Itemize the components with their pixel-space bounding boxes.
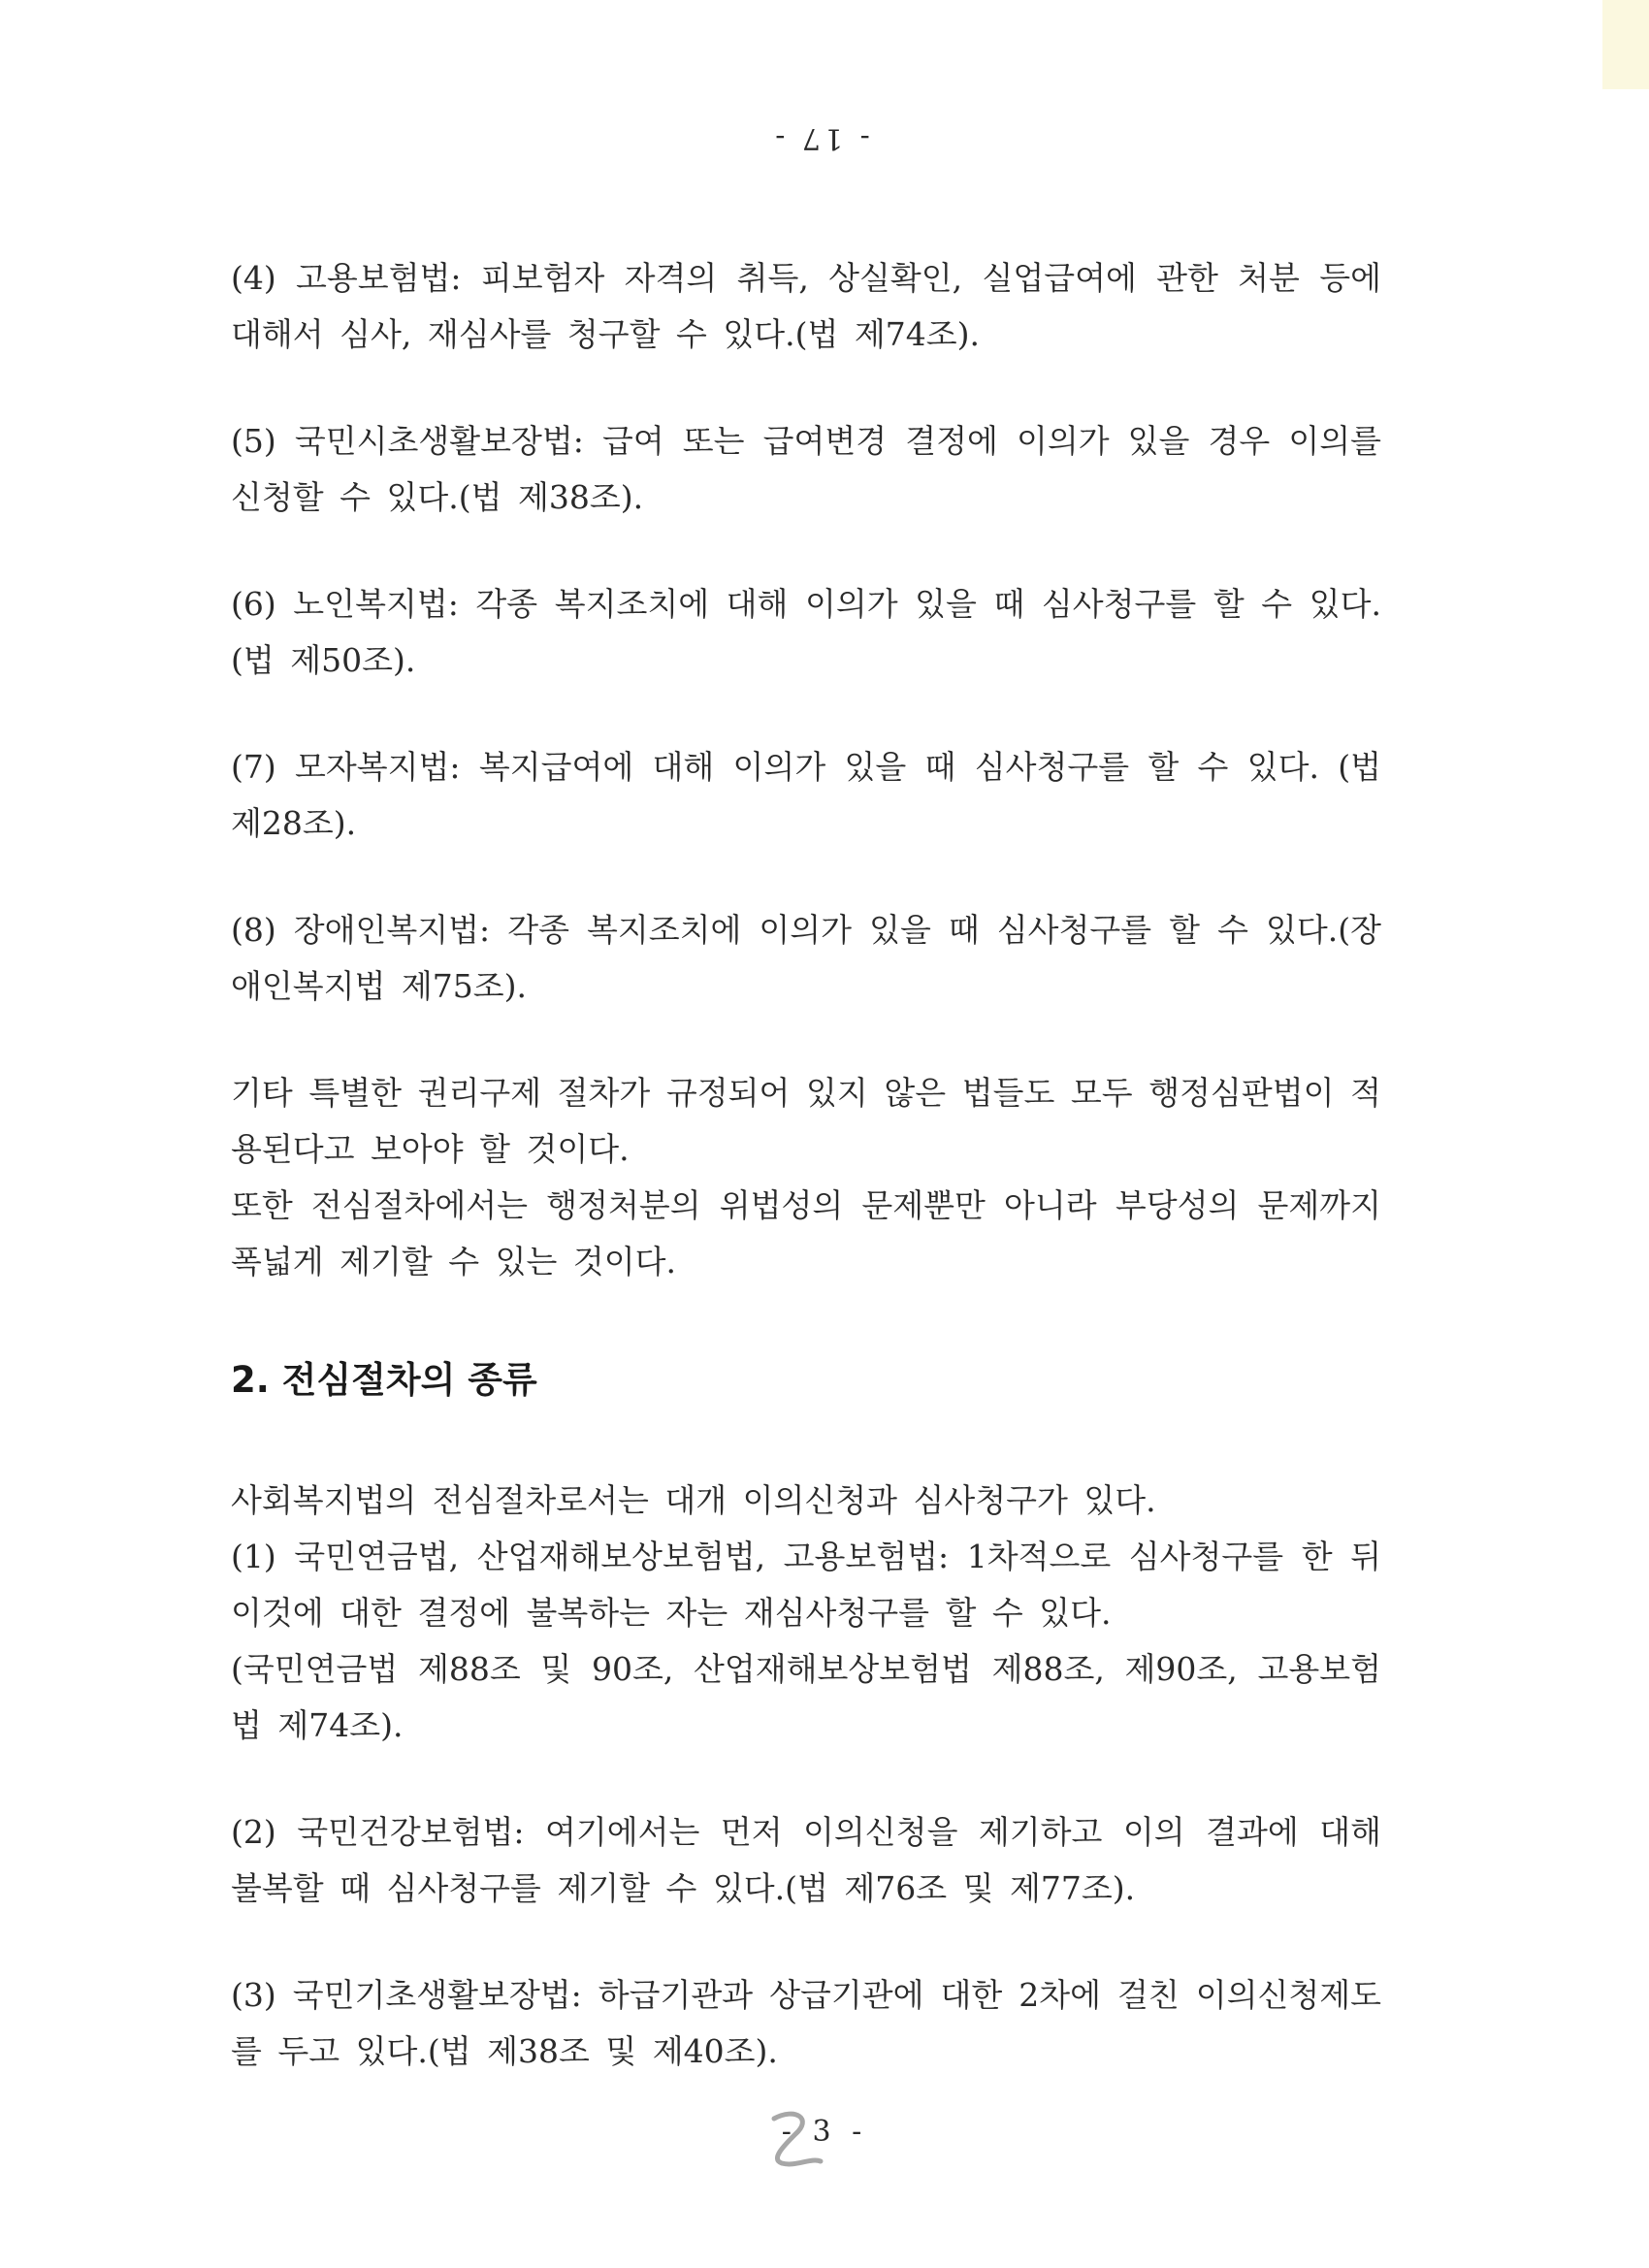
paragraph-item-8: (8) 장애인복지법: 각종 복지조치에 이의가 있을 때 심사청구를 할 수 있다.(장애인복지법 제75조). <box>231 911 1381 1005</box>
intro-paragraph: 사회복지법의 전심절차로서는 대개 이의신청과 심사청구가 있다. <box>231 1481 1156 1519</box>
paragraph-item-4: (4) 고용보험법: 피보험자 자격의 취득, 상실확인, 실업급여에 관한 처분 등에 대해서 심사, 재심사를 청구할 수 있다.(법 제74조). <box>231 259 1381 353</box>
paragraph-type-1: (1) 국민연금법, 산업재해보상보험법, 고용보험법: 1차적으로 심사청구를 한 뒤 이것에 대한 결정에 불복하는 자는 재심사청구를 할 수 있다. <box>231 1538 1381 1632</box>
bottom-page-number: - 3 - <box>781 2115 868 2149</box>
paragraph-type-2: (2) 국민건강보험법: 여기에서는 먼저 이의신청을 제기하고 이의 결과에 대해 불복할 때 심사청구를 제기할 수 있다.(법 제76조 및 제77조). <box>231 1813 1381 1907</box>
paragraph-item-6: (6) 노인복지법: 각종 복지조치에 대해 이의가 있을 때 심사청구를 할 수 있다.(법 제50조). <box>231 585 1381 679</box>
paragraph-type-3: (3) 국민기초생활보장법: 하급기관과 상급기관에 대한 2차에 걸친 이의신청제도를 두고 있다.(법 제38조 및 제40조). <box>231 1976 1381 2070</box>
closing-paragraph-2: 또한 전심절차에서는 행정처분의 위법성의 문제뿐만 아니라 부당성의 문제까지 폭넓게 제기할 수 있는 것이다. <box>231 1186 1381 1280</box>
top-page-number: - 17 - <box>771 121 870 155</box>
section-heading: 2. 전심절차의 종류 <box>231 1359 537 1401</box>
closing-paragraph-1: 기타 특별한 권리구제 절차가 규정되어 있지 않은 법들도 모두 행정심판법이 적용된다고 보아야 할 것이다. <box>231 1074 1381 1168</box>
handwritten-mark-icon <box>757 2105 834 2173</box>
page-corner-tint <box>1602 0 1649 89</box>
paragraph-item-7: (7) 모자복지법: 복지급여에 대해 이의가 있을 때 심사청구를 할 수 있다. (법 제28조). <box>231 748 1381 842</box>
document-body <box>231 250 1381 2130</box>
paragraph-item-5: (5) 국민시초생활보장법: 급여 또는 급여변경 결정에 이의가 있을 경우 이의를 신청할 수 있다.(법 제38조). <box>231 422 1381 516</box>
paragraph-type-1-reference: (국민연금법 제88조 및 90조, 산업재해보상보험법 제88조, 제90조, 고용보험법 제74조). <box>231 1650 1381 1744</box>
